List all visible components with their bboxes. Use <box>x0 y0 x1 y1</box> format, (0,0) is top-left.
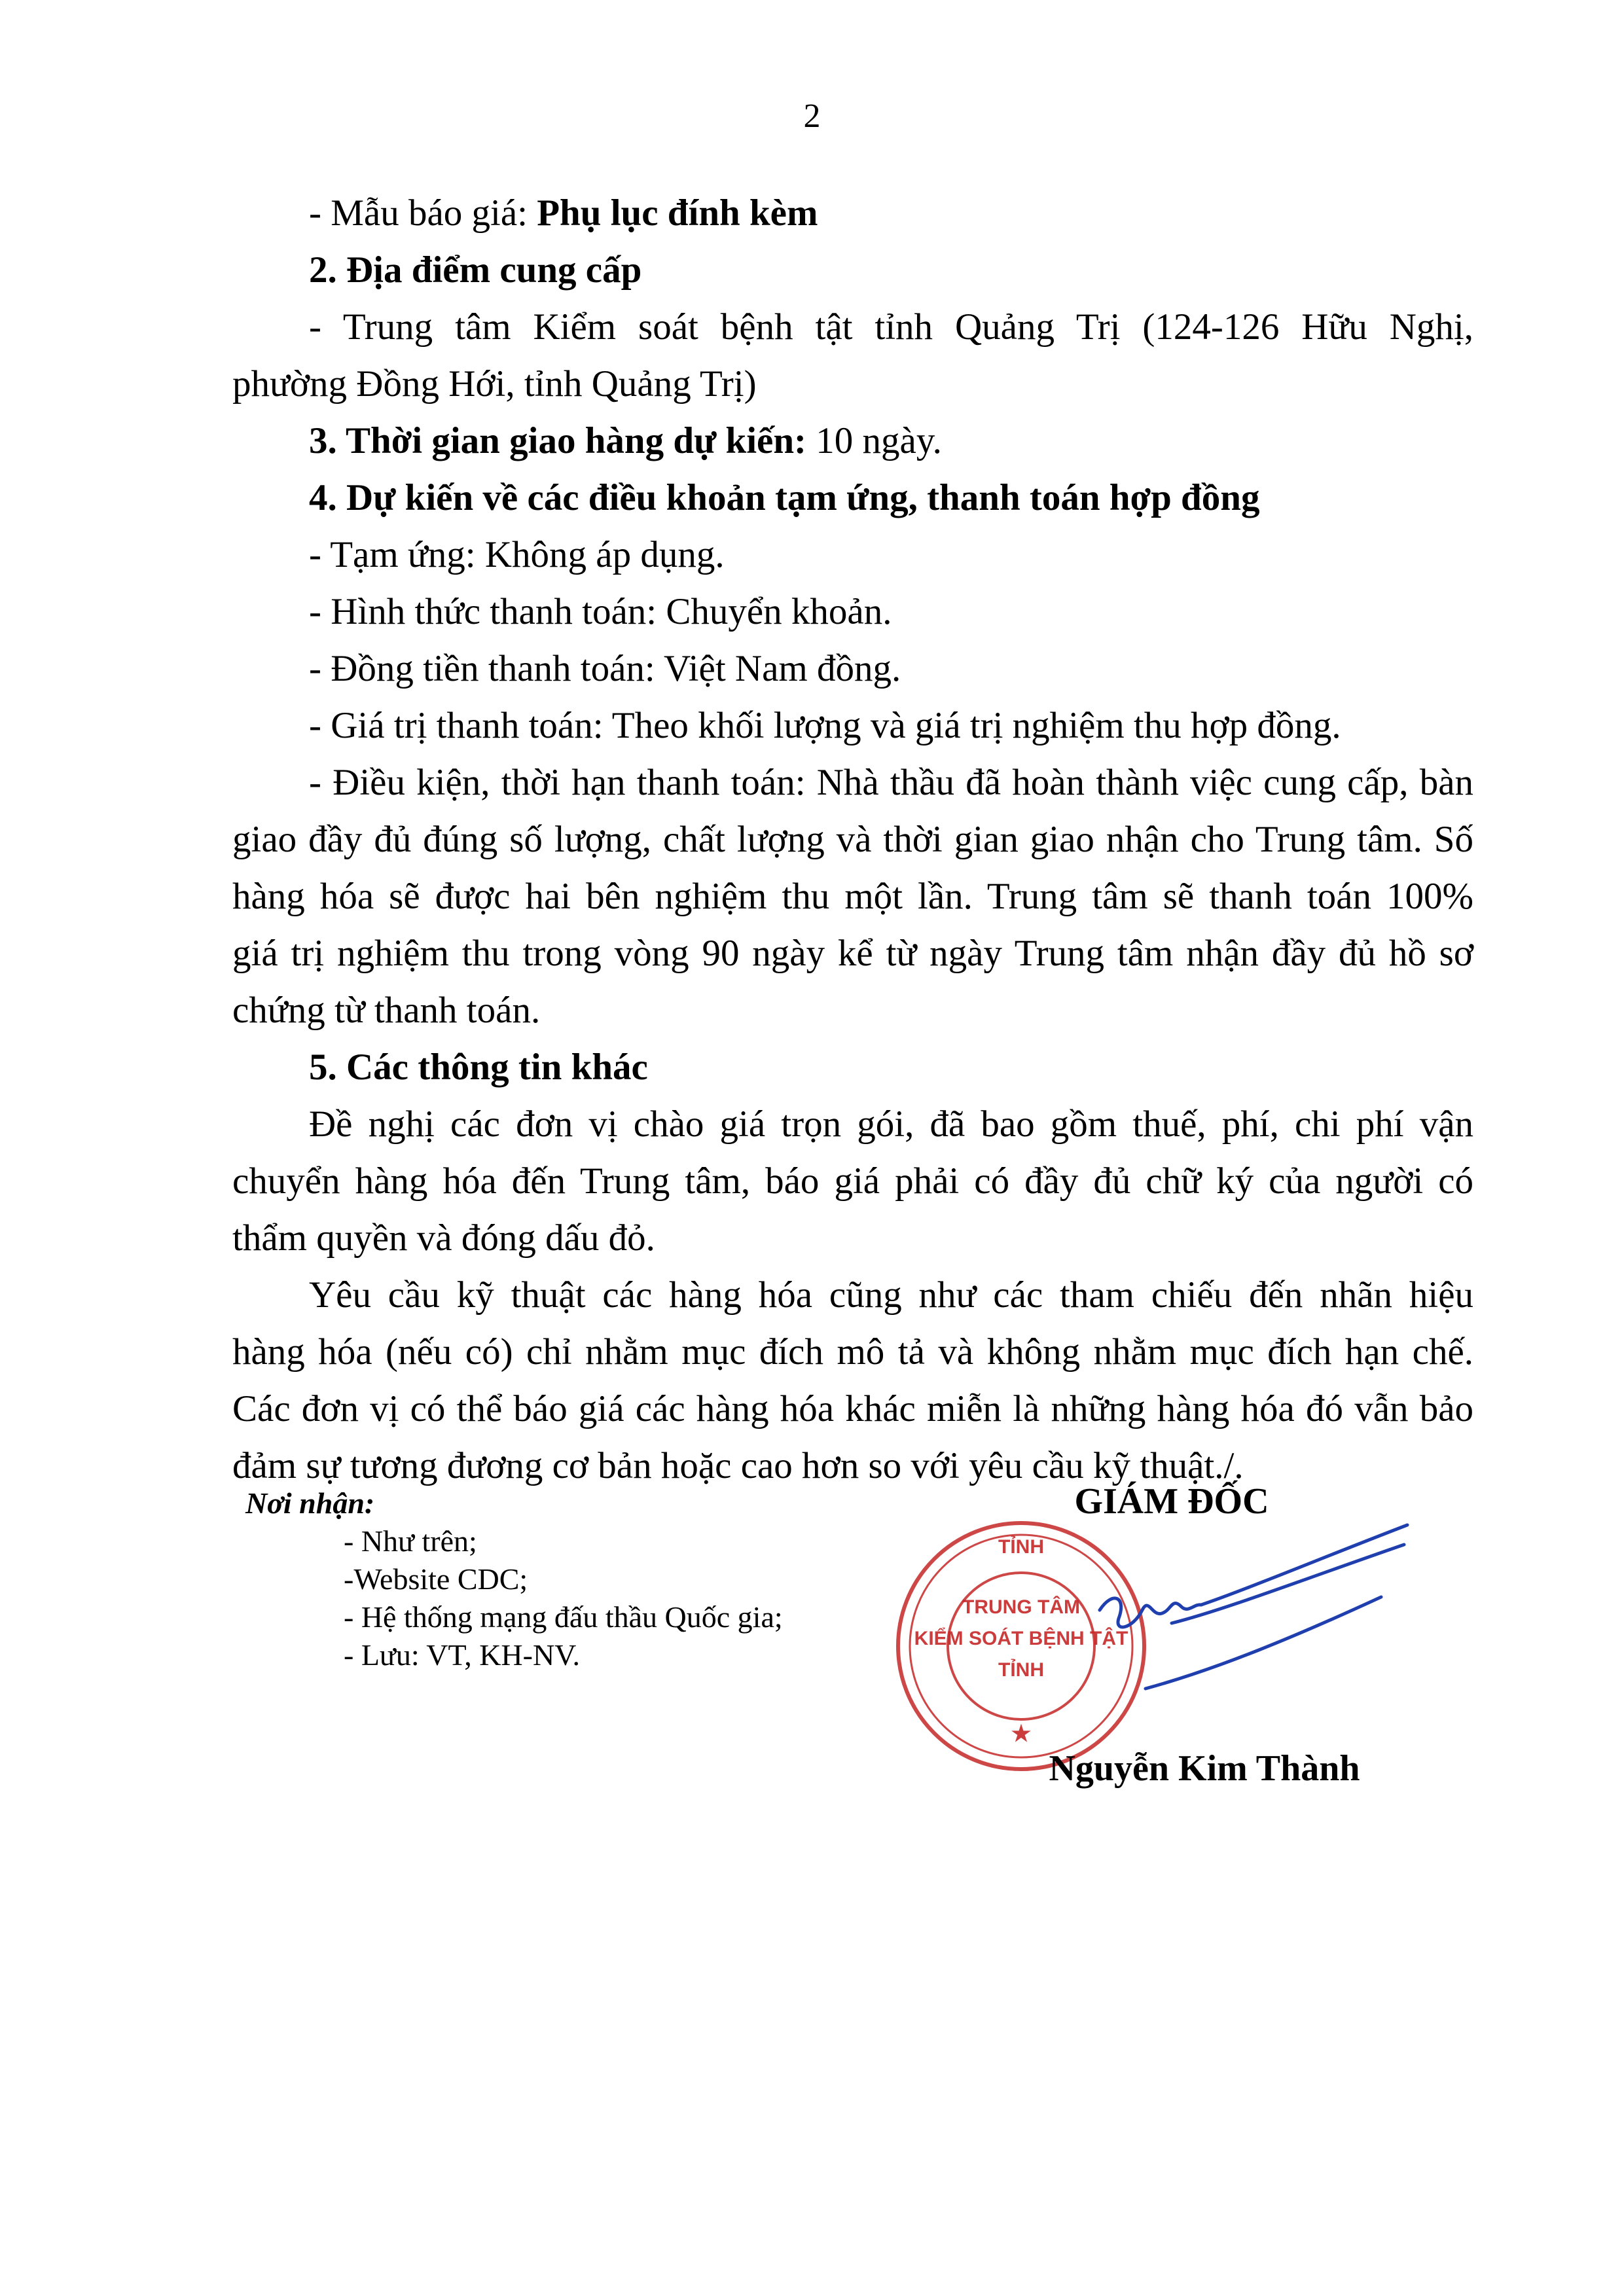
delivery-location-line-2: phường Đồng Hới, tỉnh Quảng Trị) <box>232 363 757 404</box>
payment-terms-line-5: chứng từ thanh toán. <box>232 990 541 1031</box>
section-5-heading: 5. Các thông tin khác <box>309 1047 648 1088</box>
payment-terms-line-3: hàng hóa sẽ được hai bên nghiệm thu một lần. Trung tâm sẽ thanh toán 100% <box>232 876 1473 917</box>
other-info-line-3: thẩm quyền và đóng dấu đỏ. <box>232 1217 655 1259</box>
technical-note-line-3: Các đơn vị có thể báo giá các hàng hóa khác miễn là những hàng hóa đó vẫn bảo <box>232 1388 1473 1429</box>
recipient-item: - Như trên; <box>344 1524 477 1558</box>
other-info-line-2: chuyển hàng hóa đến Trung tâm, báo giá phải có đầy đủ chữ ký của người có <box>232 1160 1473 1202</box>
recipient-item: - Hệ thống mạng đấu thầu Quốc gia; <box>344 1600 783 1634</box>
page-number: 2 <box>803 98 821 135</box>
delivery-time-label: 3. Thời gian giao hàng dự kiến: <box>309 420 807 461</box>
recipient-item: - Lưu: VT, KH-NV. <box>344 1638 580 1672</box>
stamp-text-line-3: TỈNH <box>998 1659 1044 1681</box>
payment-terms-line-4: giá trị nghiệm thu trong vòng 90 ngày kể từ ngày Trung tâm nhận đầy đủ hồ sơ <box>232 933 1473 974</box>
stamp-star-icon: ★ <box>1011 1721 1032 1746</box>
recipients-title: Nơi nhận: <box>245 1486 375 1520</box>
technical-note-line-1: Yêu cầu kỹ thuật các hàng hóa cũng như các tham chiếu đến nhãn hiệu <box>309 1274 1473 1316</box>
handwritten-signature <box>1074 1518 1414 1728</box>
delivery-time-value: 10 ngày. <box>806 420 942 461</box>
advance-payment-line: - Tạm ứng: Không áp dụng. <box>309 534 725 575</box>
payment-method-line: - Hình thức thanh toán: Chuyển khoản. <box>309 591 892 632</box>
section-4-heading: 4. Dự kiến về các điều khoản tạm ứng, thanh toán hợp đồng <box>309 477 1260 518</box>
section-3-heading <box>232 412 1473 469</box>
payment-terms-line-2: giao đầy đủ đúng số lượng, chất lượng và thời gian giao nhận cho Trung tâm. Số <box>232 819 1473 860</box>
payment-terms-line-1: - Điều kiện, thời hạn thanh toán: Nhà thầu đã hoàn thành việc cung cấp, bàn <box>309 762 1473 803</box>
document-body <box>232 185 1473 1494</box>
signer-name: Nguyễn Kim Thành <box>1049 1748 1360 1789</box>
stamp-text-top: TỈNH <box>998 1536 1044 1558</box>
signer-title: GIÁM ĐỐC <box>1074 1481 1269 1522</box>
payment-value-line: - Giá trị thanh toán: Theo khối lượng và giá trị nghiệm thu hợp đồng. <box>309 705 1341 746</box>
quote-template-line <box>232 185 1473 242</box>
delivery-location-line-1: - Trung tâm Kiểm soát bệnh tật tỉnh Quảng Trị (124-126 Hữu Nghị, <box>309 306 1473 348</box>
quote-template-label: - Mẫu báo giá: <box>309 192 537 234</box>
stamp-text-line-2: KIỂM SOÁT BỆNH TẬT <box>914 1628 1128 1649</box>
stamp-text-line-1: TRUNG TÂM <box>962 1596 1080 1618</box>
recipient-item: -Website CDC; <box>344 1562 528 1596</box>
payment-currency-line: - Đồng tiền thanh toán: Việt Nam đồng. <box>309 648 901 689</box>
quote-template-value: Phụ lục đính kèm <box>537 192 818 234</box>
recipients-block <box>245 1484 783 1674</box>
section-2-heading: 2. Địa điểm cung cấp <box>309 249 642 291</box>
other-info-line-1: Đề nghị các đơn vị chào giá trọn gói, đã bao gồm thuế, phí, chi phí vận <box>309 1103 1473 1145</box>
technical-note-line-4: đảm sự tương đương cơ bản hoặc cao hơn so với yêu cầu kỹ thuật./. <box>232 1445 1244 1486</box>
technical-note-line-2: hàng hóa (nếu có) chỉ nhằm mục đích mô tả và không nhằm mục đích hạn chế. <box>232 1331 1473 1372</box>
